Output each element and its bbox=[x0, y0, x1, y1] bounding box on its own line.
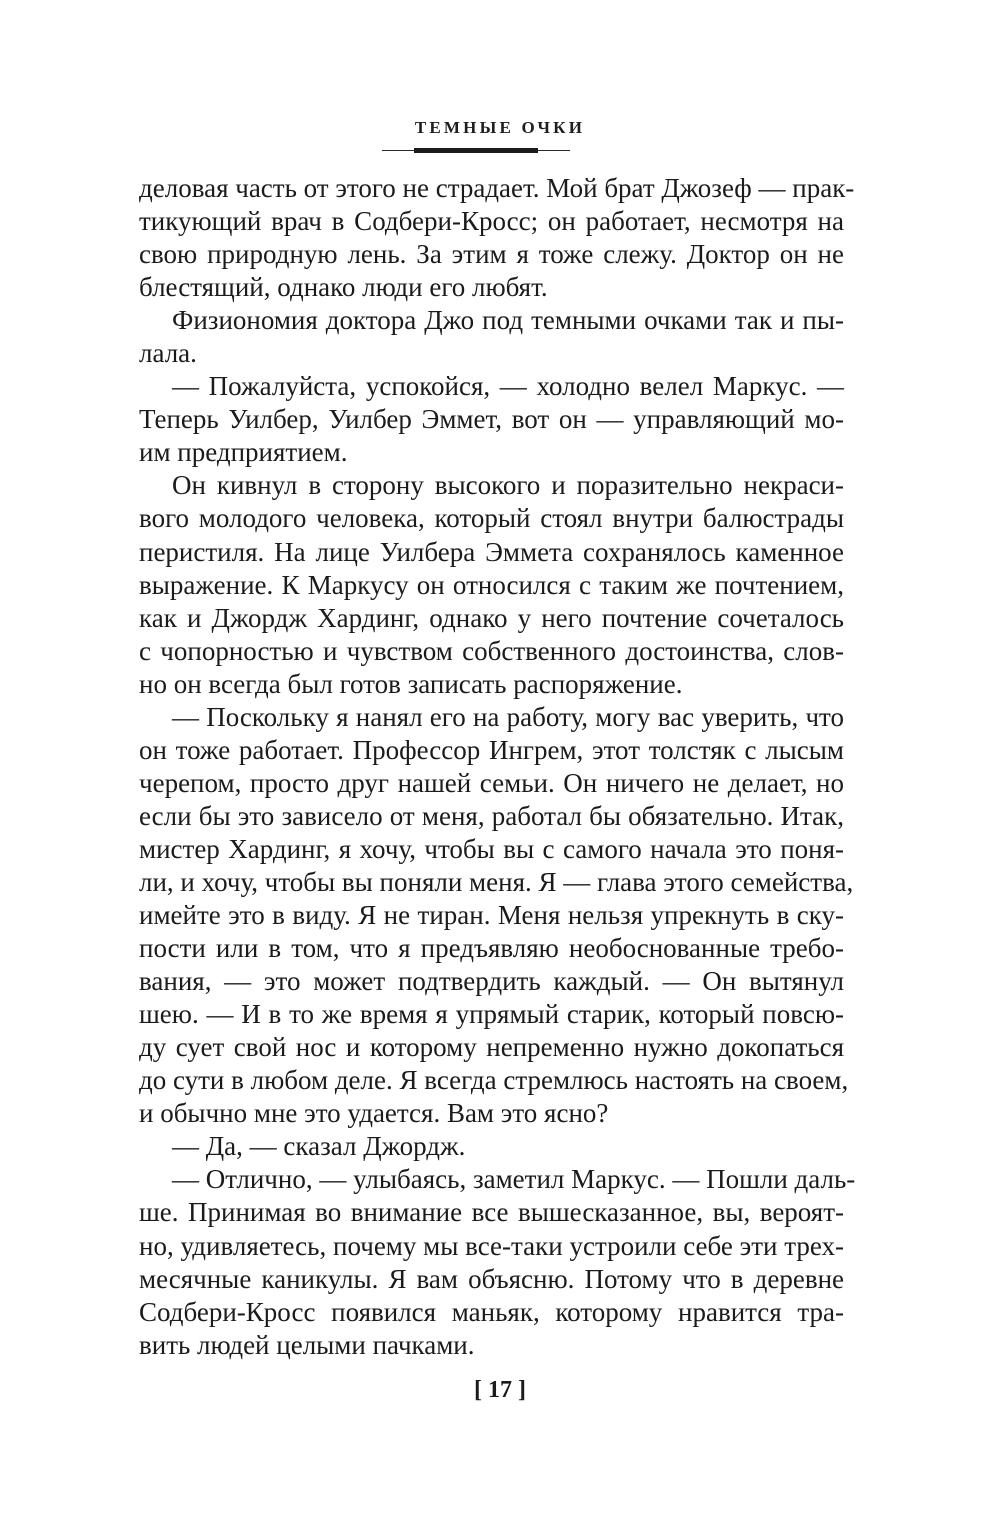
text-line: вить людей целыми пачками. bbox=[139, 1329, 475, 1360]
text-line: Физиономия доктора Джо под темными очками так и пы- bbox=[172, 305, 844, 336]
text-line: с чопорностью и чувством собственного достоинства, слов- bbox=[139, 635, 844, 666]
text-line: вания, — это может подтвердить каждый. — Он вытянул bbox=[139, 966, 844, 997]
page-number: [ 17 ] bbox=[474, 1377, 526, 1403]
text-line: свою природную лень. За этим я тоже слежу. Доктор он не bbox=[139, 239, 844, 270]
text-line: ду сует свой нос и которому непременно нужно докопаться bbox=[139, 1032, 844, 1063]
header-rule-thick bbox=[414, 148, 538, 153]
text-line: шею. — И в то же время я упрямый старик, который повсю- bbox=[139, 999, 844, 1030]
text-line: если бы это зависело от меня, работал бы обязательно. Итак, bbox=[139, 800, 844, 831]
text-line: имейте это в виду. Я не тиран. Меня нельзя упрекнуть в ску- bbox=[139, 900, 844, 931]
text-line: тикующий врач в Содбери-Кросс; он работает, несмотря на bbox=[139, 206, 844, 237]
text-line: им предприятием. bbox=[139, 437, 348, 468]
text-line: но он всегда был готов записать распоряжение. bbox=[139, 668, 683, 699]
text-line: — Да, — сказал Джордж. bbox=[172, 1131, 466, 1162]
text-line: лала. bbox=[139, 338, 197, 369]
text-line: Содбери-Кросс появился маньяк, которому нравится тра- bbox=[139, 1296, 844, 1327]
text-line: — Поскольку я нанял его на работу, могу вас уверить, что bbox=[172, 701, 844, 732]
text-line: мистер Хардинг, я хочу, чтобы вы с самого начала это поня- bbox=[139, 833, 844, 864]
text-line: перистиля. На лице Уилбера Эммета сохранялось каменное bbox=[139, 536, 844, 567]
text-line: ше. Принимая во внимание все вышесказанное, вы, вероят- bbox=[139, 1197, 844, 1228]
text-line: черепом, просто друг нашей семьи. Он ничего не делает, но bbox=[139, 767, 844, 798]
text-line: вого молодого человека, который стоял внутри балюстрады bbox=[139, 503, 844, 534]
text-line: — Отлично, — улыбаясь, заметил Маркус. — Пошли даль- bbox=[172, 1164, 856, 1195]
running-head: ТЕМНЫЕ ОЧКИ bbox=[414, 118, 586, 137]
text-line: месячные каникулы. Я вам объясню. Потому что в деревне bbox=[139, 1263, 844, 1294]
text-line: до сути в любом деле. Я всегда стремлюсь настоять на своем, bbox=[139, 1065, 849, 1096]
text-line: но, удивляетесь, почему мы все-таки устроили себе эти трех- bbox=[139, 1230, 844, 1261]
text-line: выражение. К Маркусу он относился с таким же почтением, bbox=[139, 569, 844, 600]
text-line: он тоже работает. Профессор Ингрем, этот толстяк с лысым bbox=[139, 734, 844, 765]
text-line: Он кивнул в сторону высокого и поразительно некраси- bbox=[172, 470, 844, 501]
text-line: пости или в том, что я предъявляю необоснованные требо- bbox=[139, 933, 844, 964]
text-line: ли, и хочу, чтобы вы поняли меня. Я — глава этого семейства, bbox=[139, 866, 854, 897]
text-line: — Пожалуйста, успокойся, — холодно велел Маркус. — bbox=[172, 371, 844, 402]
text-line: Теперь Уилбер, Уилбер Эммет, вот он — управляющий мо- bbox=[139, 404, 844, 435]
text-line: деловая часть от этого не страдает. Мой брат Джозеф — прак- bbox=[139, 173, 855, 203]
body-text bbox=[139, 172, 856, 1362]
text-line: как и Джордж Хардинг, однако у него почтение сочеталось bbox=[139, 602, 844, 633]
text-line: блестящий, однако люди его любят. bbox=[139, 272, 548, 303]
text-line: и обычно мне это удается. Вам это ясно? bbox=[139, 1098, 609, 1129]
